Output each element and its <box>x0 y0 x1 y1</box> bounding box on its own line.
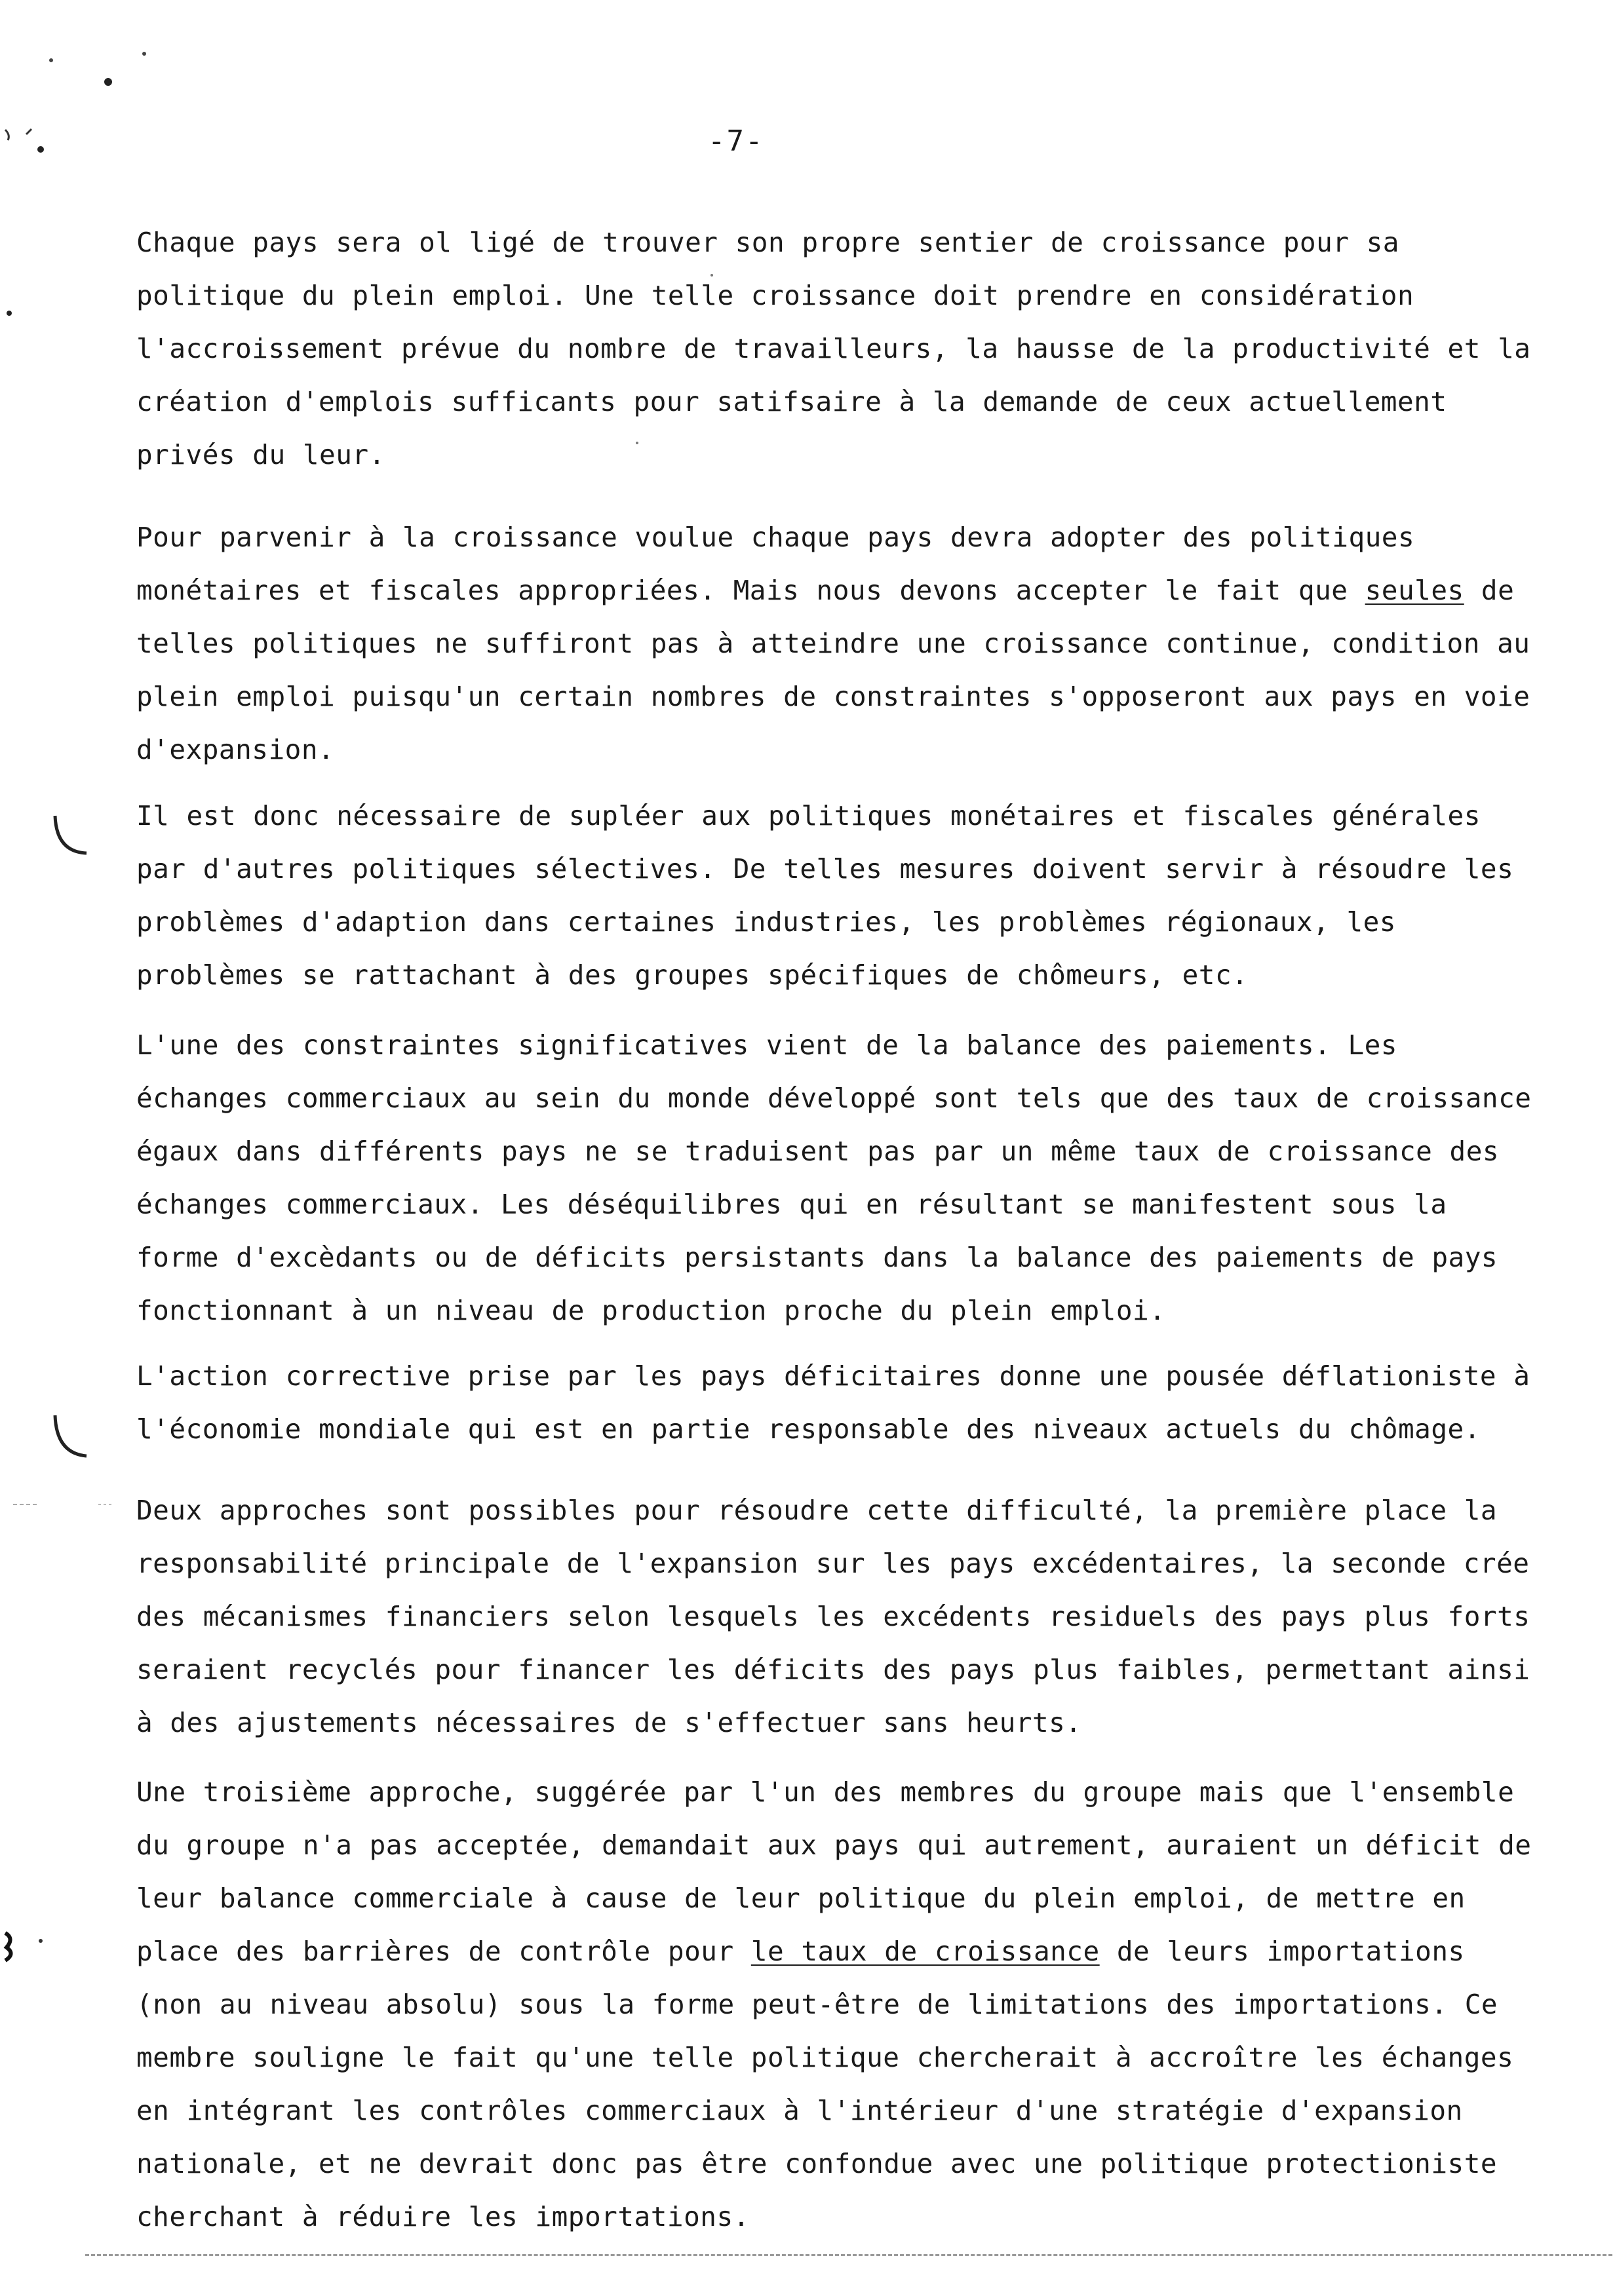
paragraph-2-text-after: de telles politiques ne suffiront pas à atteindre une croissance continue, condition au plein emploi puisqu'un certain nombres de constraintes s'opposeront aux pays en voie d'expansion. <box>136 575 1530 765</box>
paragraph-4: L'une des constraintes significatives vient de la balance des paiements. Les échanges commerciaux au sein du monde développé sont tels que des taux de croissance égaux dans différents pays ne se traduisent pas par un même taux de croissance des échanges commerciaux. Les déséquilibres qui en résultant se manifestent sous la forme d'excèdants ou de déficits persistants dans la balance des paiements de pays fonctionnant à un niveau de production proche du plein emploi. <box>136 1029 1532 1326</box>
paragraph-2-text-before: Pour parvenir à la croissance voulue chaque pays devra adopter des politiques monétaires et fiscales appropriées. Mais nous devons accepter le fait que <box>136 522 1415 606</box>
paragraph-7-text-before: Une troisième approche, suggérée par l'un des membres du groupe mais que l'ensemble du groupe n'a pas acceptée, demandait aux pays qui autrement, auraient un déficit de leur balance commerciale à cause de leur politique du plein emploi, de mettre en place des barrières de contrôle pour <box>136 1776 1532 1967</box>
paragraph-2 <box>136 511 1539 776</box>
paragraph-5: L'action corrective prise par les pays déficitaires donne une pousée déflationiste à l'économie mondiale qui est en partie responsable des niveaux actuels du chômage. <box>136 1360 1530 1445</box>
scan-bottom-edge <box>85 2254 1612 2256</box>
page-number: -7- <box>708 124 764 158</box>
paragraph-7-text-after: de leurs importations (non au niveau absolu) sous la forme peut-être de limitations des importations. Ce membre souligne le fait qu'une telle politique chercherait à accroître les échanges en intégrant les contrôles commerciaux à l'intérieur d'une stratégie d'expansion nationale, et ne devrait donc pas être confondue avec une politique protectioniste cherchant à réduire les importations. <box>136 1936 1514 2232</box>
paragraph-6: Deux approches sont possibles pour résoudre cette difficulté, la première place la responsabilité principale de l'expansion sur les pays excédentaires, la seconde crée des mécanismes financiers selon lesquels les excédents residuels des pays plus forts seraient recyclés pour financer les déficits des pays plus faibles, permettant ainsi à des ajustements nécessaires de s'effectuer sans heurts. <box>136 1495 1530 1738</box>
paragraph-2-underlined: seules <box>1365 575 1464 606</box>
paragraph-3: Il est donc nécessaire de supléer aux politiques monétaires et fiscales générales par d'autres politiques sélectives. De telles mesures doivent servir à résoudre les problèmes d'adaption dans certaines industries, les problèmes régionaux, les problèmes se rattachant à des groupes spécifiques de chômeurs, etc. <box>136 800 1514 991</box>
paragraph-7 <box>136 1766 1539 2244</box>
paragraph-7-underlined: le taux de croissance <box>750 1936 1100 1967</box>
paragraph-1: Chaque pays sera ol ligé de trouver son propre sentier de croissance pour sa politique du plein emploi. Une telle croissance doit prendre en considération l'accroissement prévue du nombre de travailleurs, la hausse de la productivité et la création d'emplois sufficants pour satifsaire à la demande de ceux actuellement privés du leur. <box>136 227 1531 470</box>
